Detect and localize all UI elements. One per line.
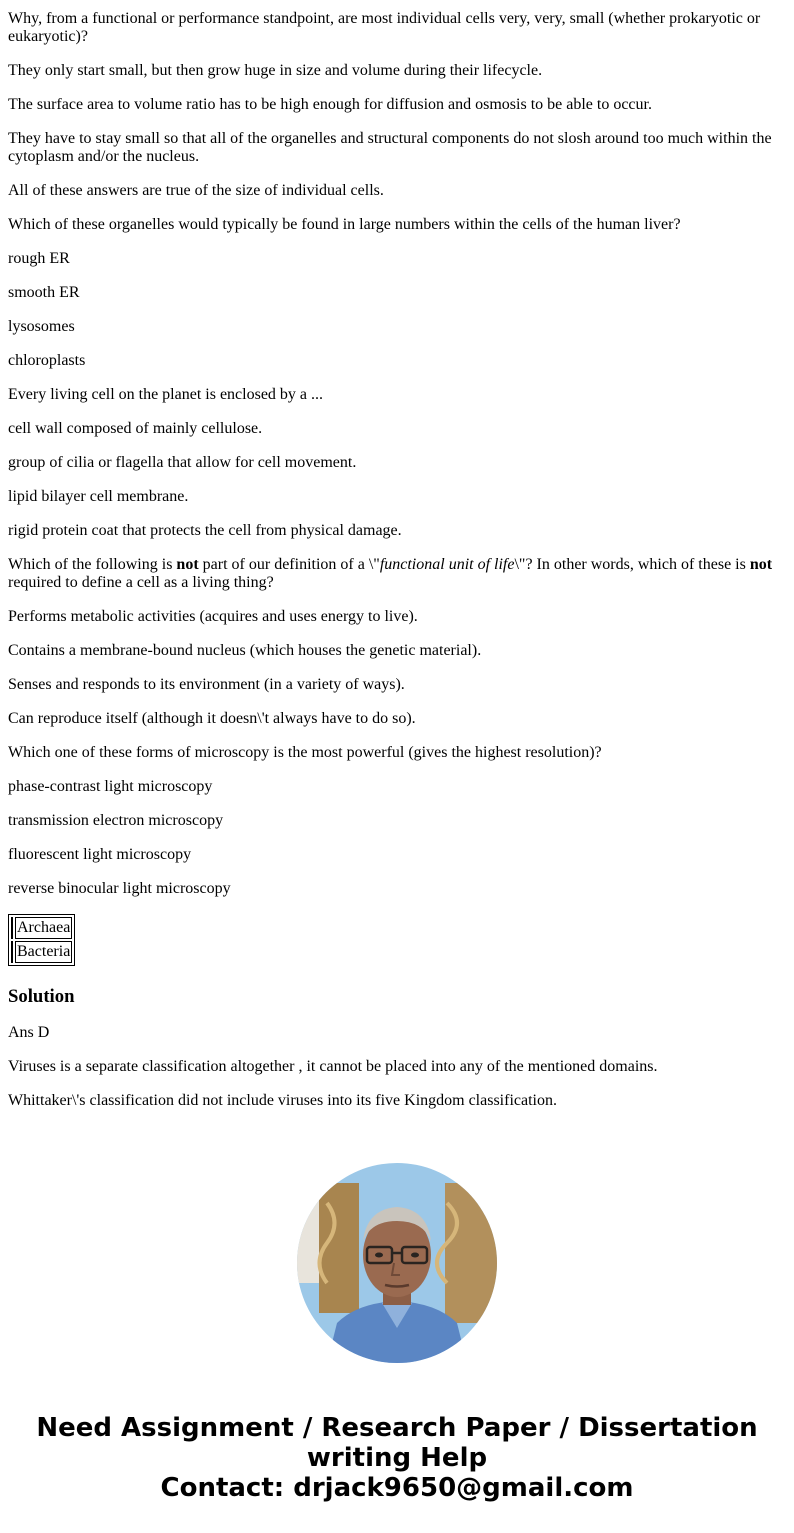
table-cell-bacteria: Bacteria: [15, 941, 72, 963]
table-cell-archaea: Archaea: [15, 917, 72, 939]
option-2d: chloroplasts: [8, 352, 86, 369]
question-3: Every living cell on the planet is enclosed by a ...: [8, 386, 324, 403]
option-3d: rigid protein coat that protects the cell from physical damage.: [8, 522, 402, 539]
footer-contact-email: Contact: drjack9650@gmail.com: [160, 1473, 634, 1503]
option-5b: transmission electron microscopy: [8, 812, 224, 829]
option-1b: The surface area to volume ratio has to be high enough for diffusion and osmosis to be able to occur.: [8, 96, 652, 113]
table-row: [11, 917, 72, 939]
question-4: [8, 556, 786, 592]
option-1c: They have to stay small so that all of the organelles and structural components do not slosh around too much within the cytoplasm and/or the nucleus.: [8, 130, 772, 165]
question-5: Which one of these forms of microscopy is the most powerful (gives the highest resolution)?: [8, 744, 602, 761]
option-4c: Senses and responds to its environment (in a variety of ways).: [8, 676, 405, 693]
solution-heading: Solution: [8, 986, 75, 1007]
option-4a: Performs metabolic activities (acquires and uses energy to live).: [8, 608, 418, 625]
question-4-emphasis: not: [749, 556, 773, 573]
option-3a: cell wall composed of mainly cellulose.: [8, 420, 263, 437]
option-2c: lysosomes: [8, 318, 75, 335]
table-cell-empty: [11, 917, 13, 939]
option-1d: All of these answers are true of the size of individual cells.: [8, 182, 384, 199]
question-4-part: Which of the following is: [8, 556, 177, 573]
question-4-part: part of our definition of a \": [198, 556, 380, 573]
solution-explanation-2: Whittaker\'s classification did not include viruses into its five Kingdom classification.: [8, 1092, 557, 1109]
page-content: [0, 10, 794, 1110]
option-3b: group of cilia or flagella that allow for cell movement.: [8, 454, 357, 471]
avatar-portrait-image: [297, 1163, 497, 1363]
question-4-emphasis: not: [176, 556, 199, 573]
domains-table: [8, 914, 75, 966]
option-5d: reverse binocular light microscopy: [8, 880, 231, 897]
option-2a: rough ER: [8, 250, 70, 267]
option-2b: smooth ER: [8, 284, 80, 301]
footer-line-1: Need Assignment / Research Paper / Dissertation: [36, 1413, 758, 1443]
question-4-part: required to define a cell as a living thing?: [8, 574, 274, 591]
question-1: Why, from a functional or performance standpoint, are most individual cells very, very, small (whether prokaryotic or eukaryotic)?: [8, 10, 761, 45]
option-5c: fluorescent light microscopy: [8, 846, 192, 863]
solution-answer: Ans D: [8, 1024, 50, 1041]
footer-contact-banner: [0, 1413, 794, 1503]
table-row: [11, 941, 72, 963]
option-3c: lipid bilayer cell membrane.: [8, 488, 189, 505]
option-4d: Can reproduce itself (although it doesn\'t always have to do so).: [8, 710, 416, 727]
question-4-term: functional unit of life: [379, 556, 515, 573]
option-1a: They only start small, but then grow huge in size and volume during their lifecycle.: [8, 62, 543, 79]
option-5a: phase-contrast light microscopy: [8, 778, 213, 795]
question-4-part: \"? In other words, which of these is: [514, 556, 750, 573]
footer-line-2: writing Help: [306, 1443, 488, 1473]
option-4b: Contains a membrane-bound nucleus (which houses the genetic material).: [8, 642, 482, 659]
question-2: Which of these organelles would typically be found in large numbers within the cells of the human liver?: [8, 216, 681, 233]
author-avatar: [297, 1163, 497, 1363]
solution-explanation-1: Viruses is a separate classification altogether , it cannot be placed into any of the mentioned domains.: [8, 1058, 658, 1075]
table-cell-empty: [11, 941, 13, 963]
